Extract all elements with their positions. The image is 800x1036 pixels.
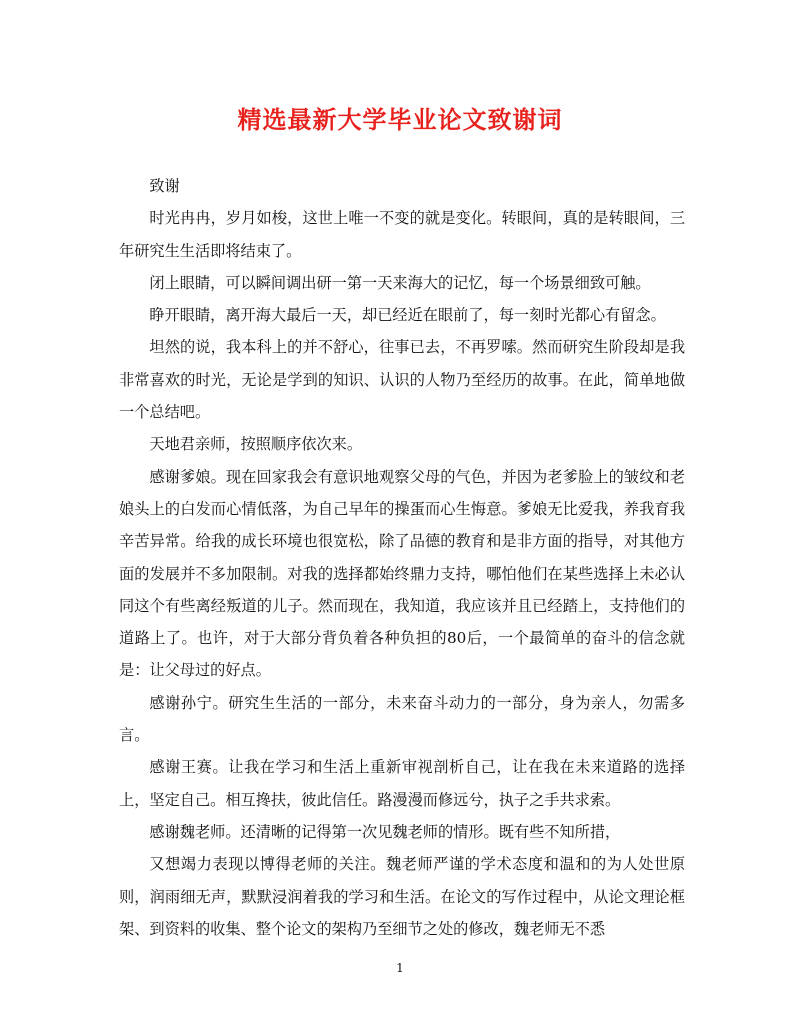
paragraph: 天地君亲师，按照顺序依次来。: [149, 435, 363, 454]
paragraph: 又想竭力表现以博得老师的关注。魏老师严谨的学术态度和温和的为人处世原则，润雨细无声，默默浸润着我的学习和生活。在论文的写作过程中，从论文理论框架、到资料的收集、整个论文的架构乃至细节之处的修改，魏老师无不悉: [119, 855, 685, 938]
paragraph: 坦然的说，我本科上的并不舒心，往事已去，不再罗嗦。然而研究生阶段却是我非常喜欢的时光，无论是学到的知识、认识的人物乃至经历的故事。在此，简单地做一个总结吧。: [119, 338, 685, 422]
paragraph: 感谢孙宁。研究生生活的一部分，未来奋斗动力的一部分，身为亲人，勿需多言。: [119, 693, 685, 745]
paragraph: 感谢王赛。让我在学习和生活上重新审视剖析自己，让在我在未来道路的选择上，坚定自己。相互搀扶，彼此信任。路漫漫而修远兮，执子之手共求索。: [119, 758, 685, 809]
document-body: [119, 170, 685, 945]
paragraph: 睁开眼睛，离开海大最后一天，却已经近在眼前了，每一刻时光都心有留念。: [149, 306, 666, 325]
paragraph: 闭上眼睛，可以瞬间调出研一第一天来海大的记忆，每一个场景细致可触。: [149, 273, 651, 292]
paragraph: 感谢爹娘。现在回家我会有意识地观察父母的气色，并因为老爹脸上的皱纹和老娘头上的白发而心情低落，为自己早年的操蛋而心生悔意。爹娘无比爱我，养我育我辛苦异常。给我的成长环境也很宽松，除了品德的教育和是非方面的指导，对其他方面的发展并不多加限制。对我的选择都始终鼎力支持，哪怕他们在某些选择上未必认同这个有些离经叛道的儿子。然而现在，我知道，我应该并且已经踏上，支持他们的道路上了。也许，对于大部分背负着各种负担的80后，一个最简单的奋斗的信念就是：让父母过的好点。: [119, 467, 685, 680]
page-number: 1: [396, 961, 404, 975]
paragraph: 时光冉冉，岁月如梭，这世上唯一不变的就是变化。转眼间，真的是转眼间，三年研究生生活即将结束了。: [119, 209, 685, 260]
paragraph: 致谢: [149, 177, 180, 195]
paragraph: 感谢魏老师。还清晰的记得第一次见魏老师的情形。既有些不知所措，: [149, 822, 621, 841]
document-title: 精选最新大学毕业论文致谢词: [237, 105, 563, 134]
